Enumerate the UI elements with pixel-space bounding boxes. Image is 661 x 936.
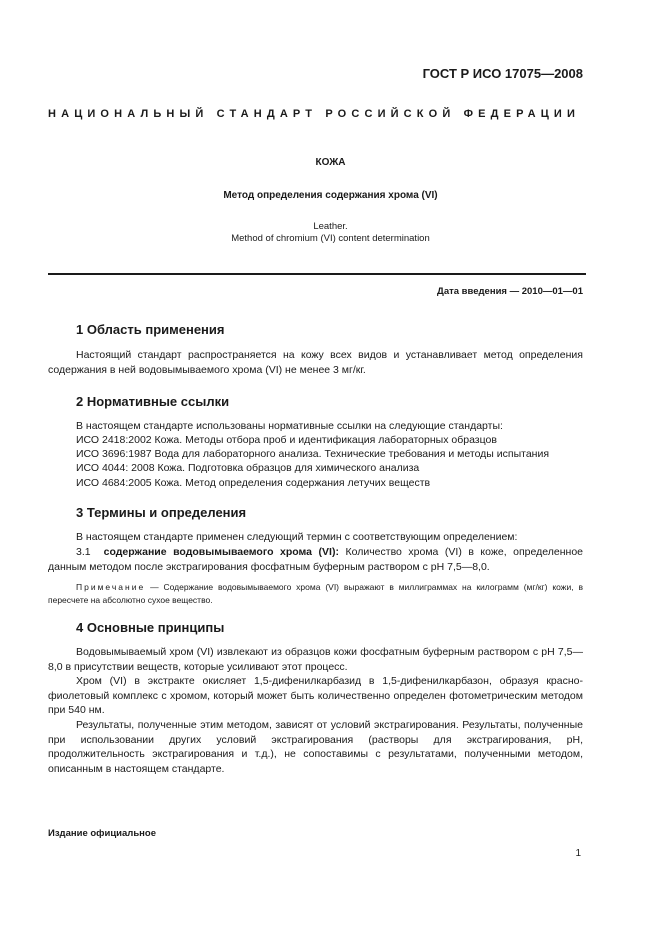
- title-divider: [48, 273, 586, 275]
- section-1-paragraph: [48, 348, 583, 377]
- official-edition-label: Издание официальное: [48, 828, 156, 839]
- english-title-line2: Method of chromium (VI) content determination: [231, 233, 430, 244]
- section-3-heading: 3 Термины и определения: [76, 505, 247, 520]
- section-1-text: Настоящий стандарт распространяется на кожу всех видов и устанавливает метод определения содержания в ней водовымываемого хрома (VI) не менее 3 мг/кг.: [48, 349, 583, 376]
- page-number: 1: [575, 848, 581, 859]
- section-2-intro: В настоящем стандарте использованы нормативные ссылки на следующие стандарты:: [76, 420, 503, 432]
- document-subtitle: Метод определения содержания хрома (VI): [223, 190, 438, 201]
- national-standard-banner: НАЦИОНАЛЬНЫЙ СТАНДАРТ РОССИЙСКОЙ ФЕДЕРАЦИИ: [48, 108, 581, 120]
- document-title: КОЖА: [315, 157, 346, 168]
- term-definition-paragraph: [48, 545, 583, 574]
- section-3-intro: В настоящем стандарте применен следующий термин с соответствующим определением:: [76, 531, 518, 543]
- reference-item: ИСО 3696:1987 Вода для лабораторного анализа. Технические требования и методы испытания: [76, 448, 550, 460]
- reference-item: ИСО 4684:2005 Кожа. Метод определения содержания летучих веществ: [76, 477, 431, 489]
- section-4-paragraph-2: [48, 674, 583, 718]
- note-text: — Содержание водовымываемого хрома (VI) выражают в миллиграммах на килограмм (мг/кг) кожи, в пересчете на абсолютно сухое вещество.: [48, 582, 583, 605]
- section-2-heading: 2 Нормативные ссылки: [76, 394, 230, 409]
- section-4-paragraph-3: [48, 718, 583, 776]
- section-4-heading: 4 Основные принципы: [76, 620, 225, 635]
- section-4-paragraph-1: [48, 645, 583, 674]
- reference-item: ИСО 2418:2002 Кожа. Методы отбора проб и идентификация лабораторных образцов: [76, 434, 497, 446]
- standard-code: ГОСТ Р ИСО 17075—2008: [422, 66, 583, 81]
- section-4-text-3: Результаты, полученные этим методом, зависят от условий экстрагирования. Результаты, полученные при использовании других условий экстрагирования (растворы для экстрагирования, pH, продолжительность экстрагирования и т.д.), не сопоставимы с результатами, полученными методом, описанным в настоящем стандарте.: [48, 719, 583, 775]
- section-4-text-2: Хром (VI) в экстракте окисляет 1,5-дифенилкарбазид в 1,5-дифенилкарбазон, образуя красно-фиолетовый комплекс с хромом, который может быть количественно определен фотометрическим методом при 540 нм.: [48, 675, 583, 716]
- section-1-heading: 1 Область применения: [76, 322, 225, 337]
- section-4-text-1: Водовымываемый хром (VI) извлекают из образцов кожи фосфатным буферным раствором с pH 7,5—8,0 в присутствии веществ, которые усиливают этот процесс.: [48, 646, 583, 673]
- introduction-date: Дата введения — 2010—01—01: [437, 286, 583, 297]
- reference-item: ИСО 4044: 2008 Кожа. Подготовка образцов для химического анализа: [76, 462, 420, 474]
- term-name: содержание водовымываемого хрома (VI):: [103, 546, 339, 558]
- note-paragraph: [48, 581, 583, 607]
- english-title-line1: Leather.: [313, 221, 348, 232]
- note-label: Примечание: [76, 582, 146, 592]
- term-number: 3.1: [76, 546, 91, 558]
- term-definition: Количество хрома (VI) в коже, определенное данным методом после экстрагирования фосфатным буферным раствором с pH 7,5—8,0.: [48, 546, 583, 573]
